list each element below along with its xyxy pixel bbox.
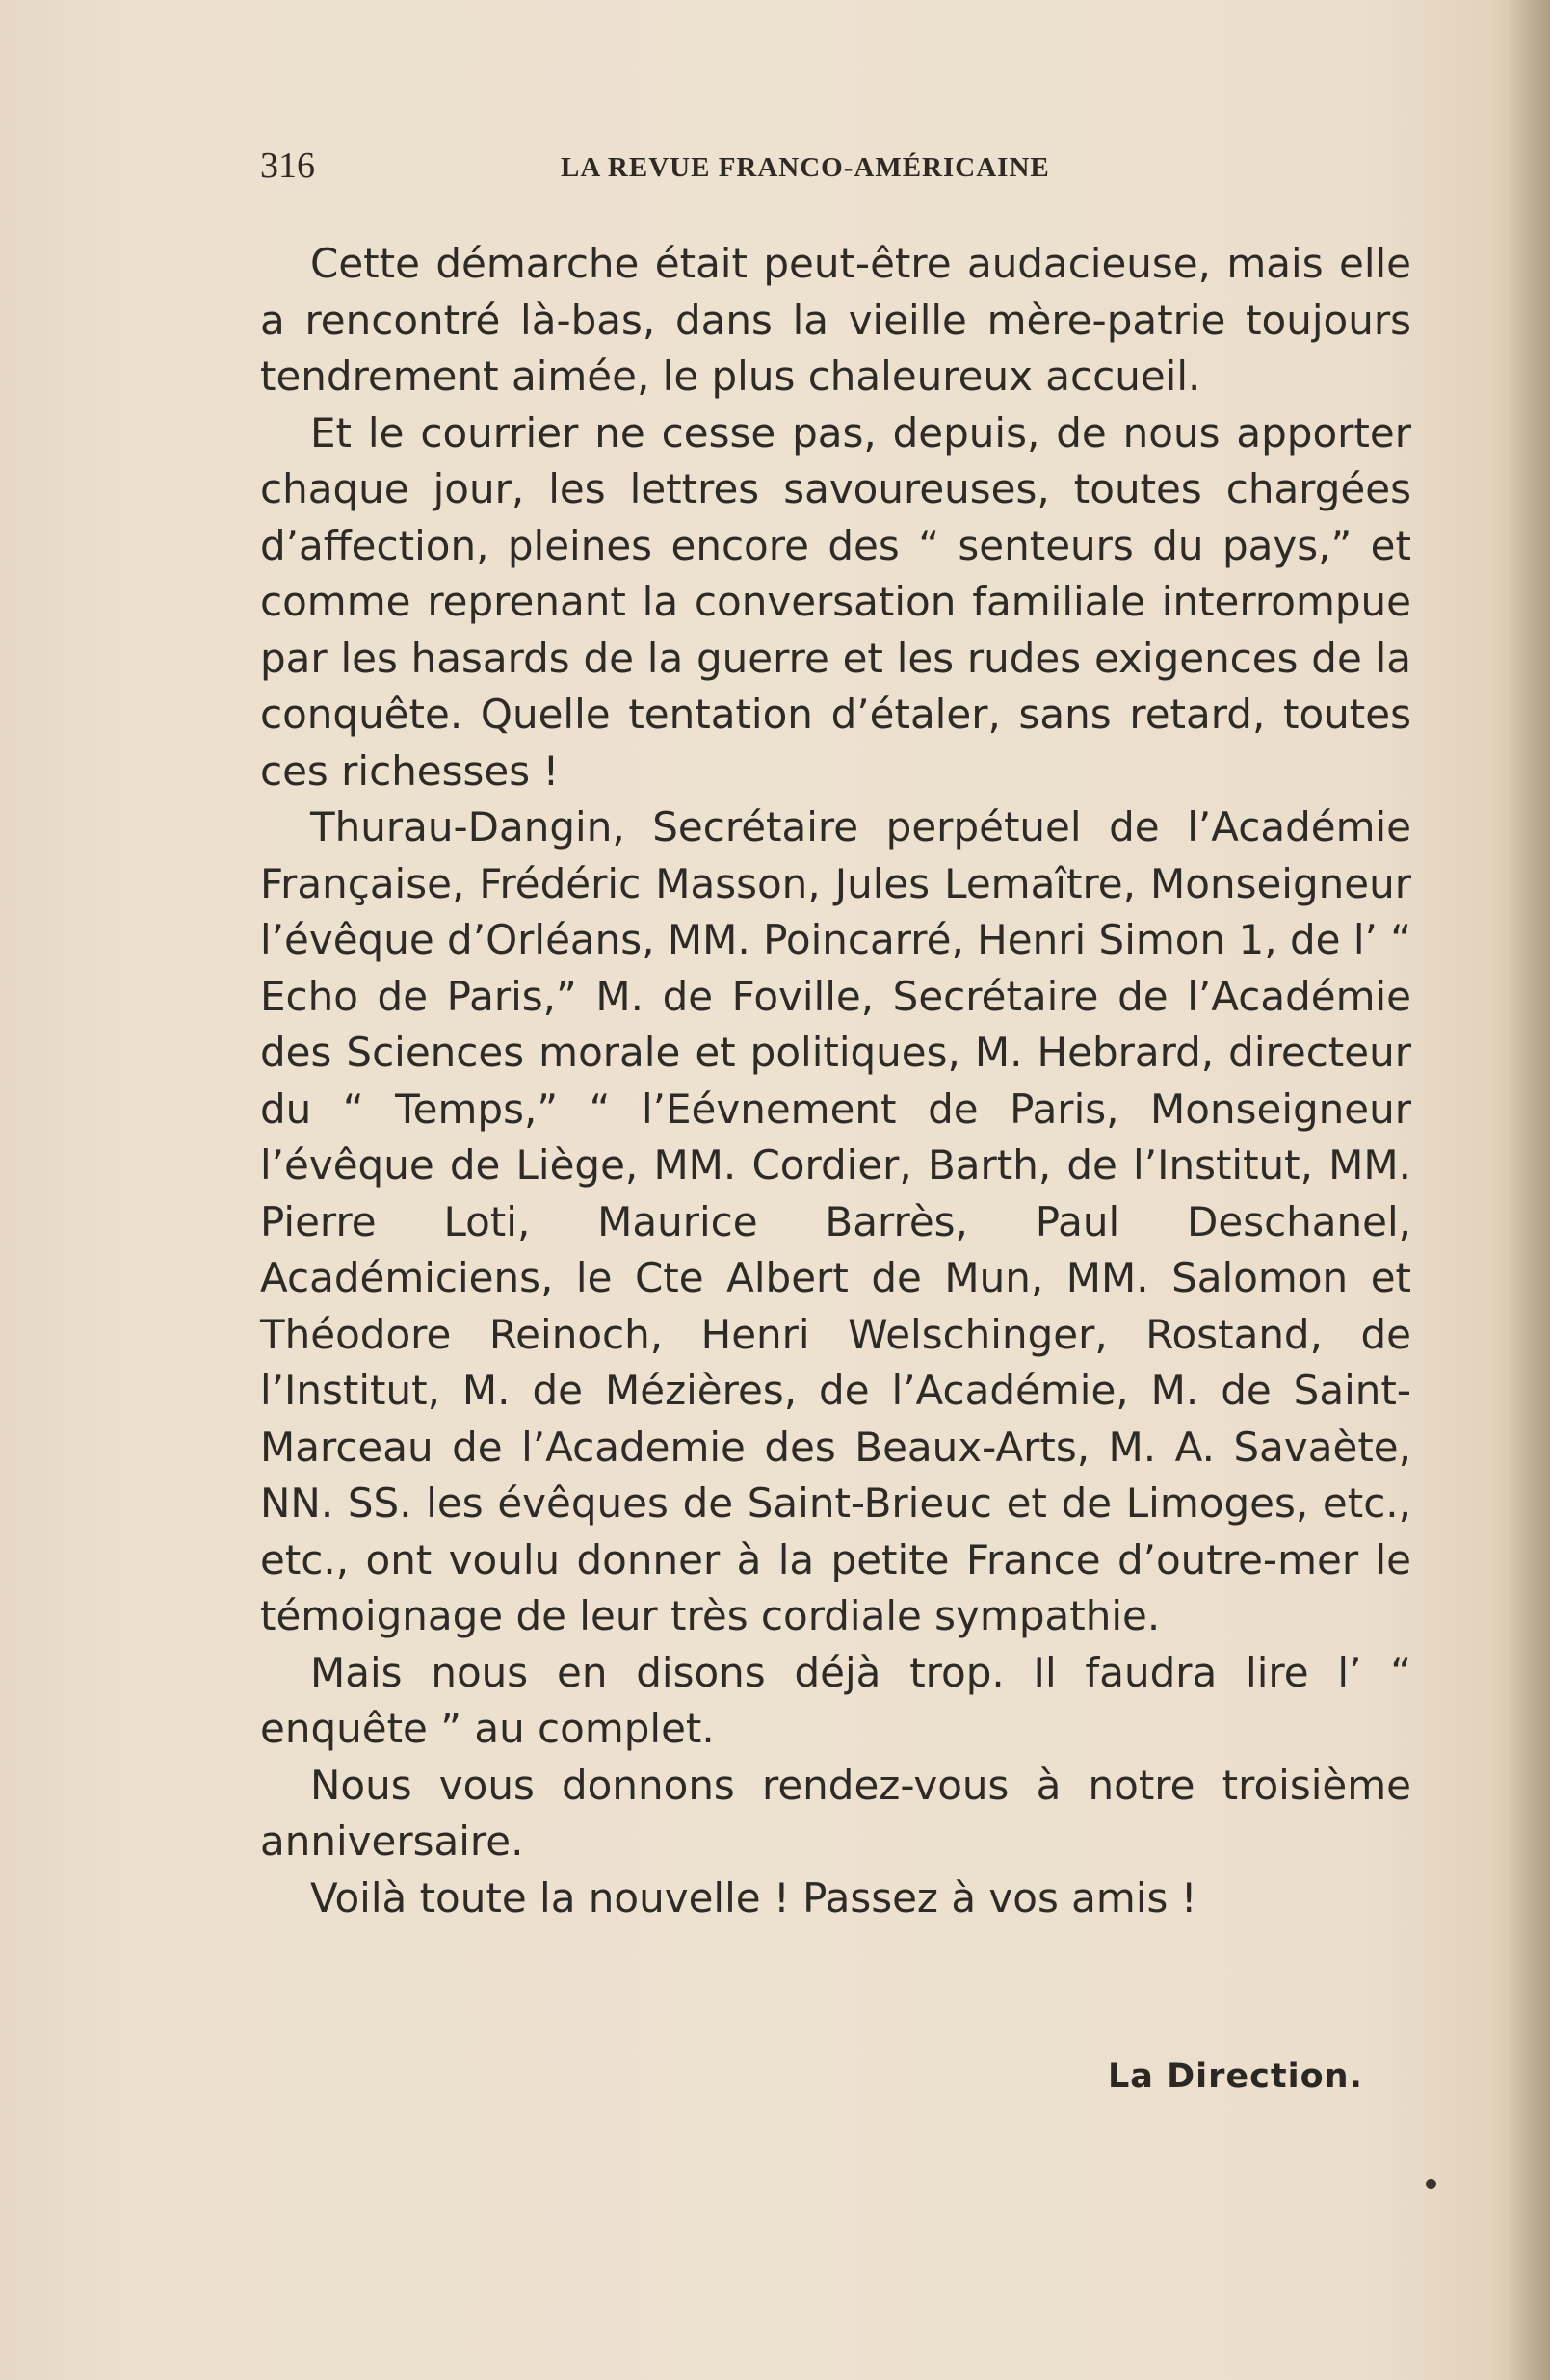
body-text [260, 236, 1411, 1926]
signature: La Direction. [1108, 2057, 1363, 2096]
running-head [260, 144, 1411, 187]
page-number: 316 [260, 145, 315, 186]
paragraph-1: Cette démarche était peut-être audacieuse, mais elle a rencontré là-bas, dans la vieille mère-patrie toujours tendrement aimée, le plus chaleureux accueil. [260, 240, 1411, 400]
page-edge-shadow [1508, 0, 1550, 2380]
paragraph-5: Nous vous donnons rendez-vous à notre troisième anniversaire. [260, 1761, 1411, 1865]
running-title: LA REVUE FRANCO-AMÉRICAINE [561, 152, 1050, 183]
paragraph-2: Et le courrier ne cesse pas, depuis, de nous apporter chaque jour, les lettres savoureuses, toutes chargées d’affection, pleines encore des “ senteurs du pays,” et comme reprenant la conversation familiale interrompue par les hasards de la guerre et les rudes exigences de la conquête. Quelle tentation d’étaler, sans retard, toutes ces richesses ! [260, 408, 1411, 795]
paragraph-6: Voilà toute la nouvelle ! Passez à vos amis ! [310, 1873, 1197, 1922]
ink-spot [1426, 2179, 1436, 2189]
paragraph-4: Mais nous en disons déjà trop. Il faudra lire l’ “ enquête ” au complet. [260, 1648, 1411, 1752]
paragraph-3: Thurau-Dangin, Secrétaire perpétuel de l’Académie Française, Frédéric Masson, Jules Lemaître, Monseigneur l’évêque d’Orléans, MM. Poincarré, Henri Simon 1, de l’ “ Echo de Paris,” M. de Foville, Secrétaire de l’Académie des Sciences morale et politiques, M. Hebrard, directeur du “ Temps,” “ l’Eévnement de Paris, Monseigneur l’évêque de Liège, MM. Cordier, Barth, de l’Institut, MM. Pierre Loti, Maurice Barrès, Paul Deschanel, Académiciens, le Cte Albert de Mun, MM. Salomon et Théodore Reinoch, Henri Welschinger, Rostand, de l’Institut, M. de Mézières, de l’Académie, M. de Saint-Marceau de l’Academie des Beaux-Arts, M. A. Savaète, NN. SS. les évêques de Saint-Brieuc et de Limoges, etc., etc., ont voulu donner à la petite France d’outre-mer le témoignage de leur très cordiale sympathie. [260, 803, 1411, 1639]
